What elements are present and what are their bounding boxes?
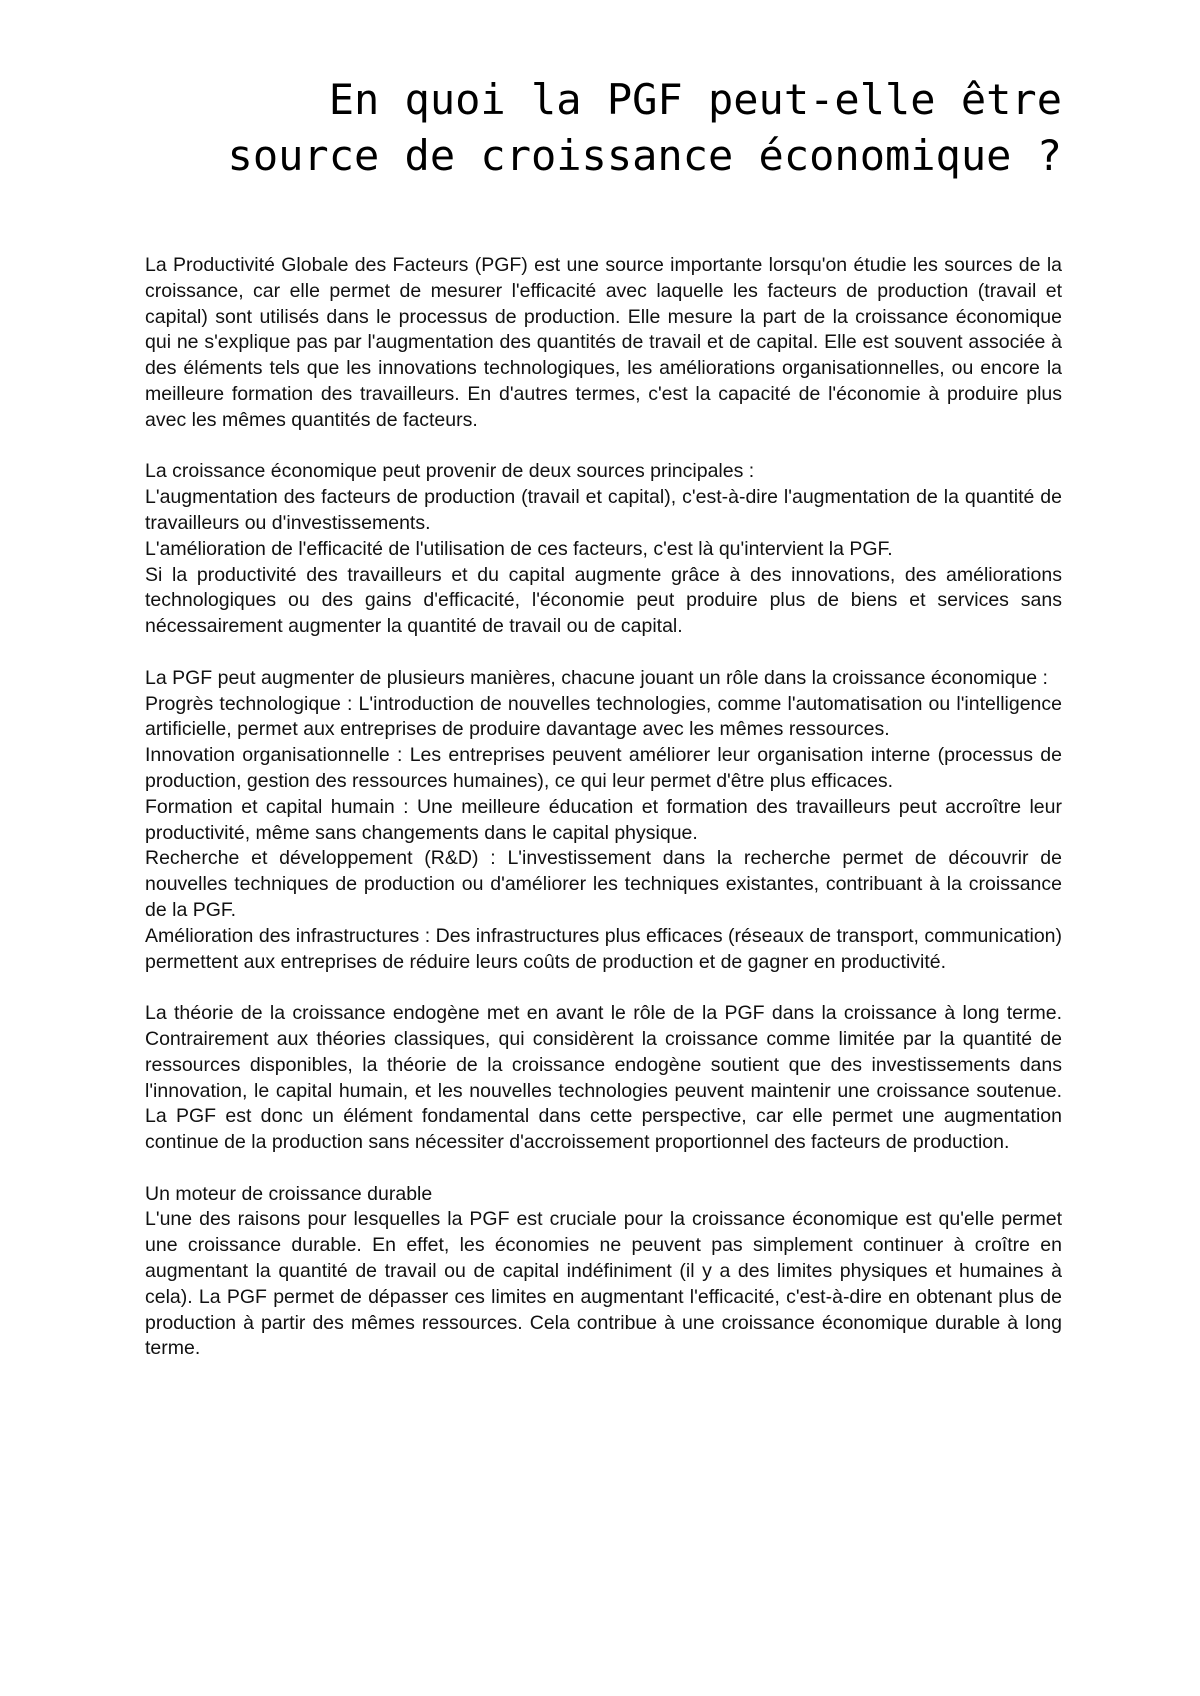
paragraph-source-factors: L'augmentation des facteurs de production (travail et capital), c'est-à-dire l'augmentation de la quantité de travailleurs ou d'investissements. — [145, 486, 1062, 534]
paragraph-source-efficiency: L'amélioration de l'efficacité de l'utilisation de ces facteurs, c'est là qu'intervient la PGF. — [145, 537, 893, 560]
document-title — [140, 72, 1062, 184]
paragraph-sources-heading: La croissance économique peut provenir de deux sources principales : — [145, 460, 755, 483]
paragraph-org-innovation: Innovation organisationnelle : Les entreprises peuvent améliorer leur organisation interne (processus de production, gestion des ressources humaines), ce qui leur permet d'être plus efficaces. — [145, 744, 1062, 792]
paragraph-intro: La Productivité Globale des Facteurs (PGF) est une source importante lorsqu'on étudie les sources de la croissance, car elle permet de mesurer l'efficacité avec laquelle les facteurs de production (travail et capital) sont utilisés dans le processus de production. Elle mesure la part de la croissance économique qui ne s'explique pas par l'augmentation des quantités de travail et de capital. Elle est souvent associée à des éléments tels que les innovations technologiques, les améliorations organisationnelles, ou encore la meilleure formation des travailleurs. En d'autres termes, c'est la capacité de l'économie à produire plus avec les mêmes quantités de facteurs. — [145, 254, 1062, 431]
title-line-2: source de croissance économique ? — [227, 131, 1062, 180]
paragraph-rnd: Recherche et développement (R&D) : L'investissement dans la recherche permet de découvrir de nouvelles techniques de production ou d'améliorer les techniques existantes, contribuant à la croissance de la PGF. — [145, 847, 1062, 921]
paragraph-ways-heading: La PGF peut augmenter de plusieurs manières, chacune jouant un rôle dans la croissance économique : — [145, 666, 1048, 689]
paragraph-infrastructure: Amélioration des infrastructures : Des infrastructures plus efficaces (réseaux de transport, communication) permettent aux entreprises de réduire leurs coûts de production et de gagner en productivité. — [145, 924, 1062, 973]
paragraph-endogenous-theory: La théorie de la croissance endogène met en avant le rôle de la PGF dans la croissance à long terme. Contrairement aux théories classiques, qui considèrent la croissance comme limitée par la quantité de ressources disponibles, la théorie de la croissance endogène soutient que des investissements dans l'innovation, le capital humain, et les nouvelles technologies peuvent maintenir une croissance soutenue. La PGF est donc un élément fondamental dans cette perspective, car elle permet une augmentation continue de la production sans nécessiter d'accroissement proportionnel des facteurs de production. — [145, 1002, 1062, 1154]
paragraph-subheading-durable: Un moteur de croissance durable — [145, 1182, 433, 1205]
paragraph-durable-growth: L'une des raisons pour lesquelles la PGF est cruciale pour la croissance économique est qu'elle permet une croissance durable. En effet, les économies ne peuvent pas simplement continuer à croître en augmentant la quantité de travail ou de capital indéfiniment (il y a des limites physiques et humaines à cela). La PGF permet de dépasser ces limites en augmentant l'efficacité, c'est-à-dire en obtenant plus de production à partir des mêmes ressources. Cela contribue à une croissance économique durable à long terme. — [145, 1208, 1062, 1360]
paragraph-productivity: Si la productivité des travailleurs et du capital augmente grâce à des innovations, des améliorations technologiques ou des gains d'efficacité, l'économie peut produire plus de biens et services sans nécessairement augmenter la quantité de travail ou de capital. — [145, 563, 1062, 638]
title-line-1: En quoi la PGF peut-elle être — [328, 75, 1062, 124]
paragraph-tech-progress: Progrès technologique : L'introduction de nouvelles technologies, comme l'automatisation ou l'intelligence artificielle, permet aux entreprises de produire davantage avec les mêmes ressources. — [145, 692, 1062, 741]
paragraph-human-capital: Formation et capital humain : Une meilleure éducation et formation des travailleurs peut accroître leur productivité, même sans changements dans le capital physique. — [145, 795, 1062, 844]
document-body — [145, 253, 1062, 1362]
